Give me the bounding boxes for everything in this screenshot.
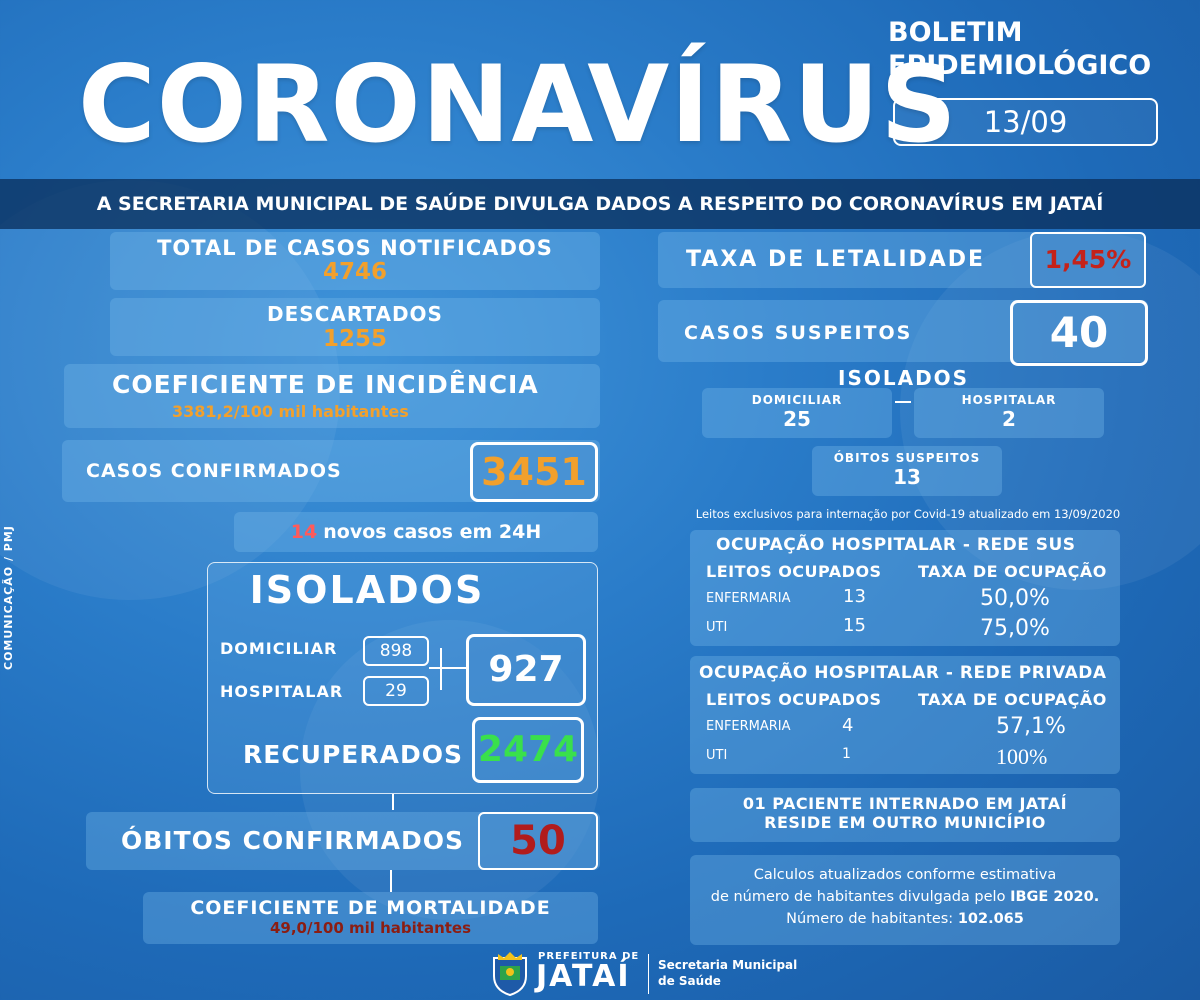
sus-row-rate: 75,0% — [980, 616, 1050, 641]
descartados-value: 1255 — [322, 326, 387, 352]
novos-casos-count: 14 — [290, 521, 318, 543]
confirmados-value: 3451 — [481, 450, 587, 494]
paciente-panel — [690, 788, 1120, 842]
descartados-label: DESCARTADOS — [267, 302, 443, 326]
novos-casos-panel — [234, 512, 598, 552]
paciente-line2: RESIDE EM OUTRO MUNICÍPIO — [764, 813, 1046, 832]
calc-panel — [690, 855, 1120, 945]
divider — [648, 954, 649, 994]
total-notificados-value: 4746 — [322, 259, 387, 285]
incidencia-panel — [64, 364, 600, 428]
secretaria-line1: Secretaria Municipal — [658, 958, 798, 972]
sus-col1: LEITOS OCUPADOS — [706, 562, 882, 581]
suspeitos-hospitalar-panel — [914, 388, 1104, 438]
total-notificados-label: TOTAL DE CASOS NOTIFICADOS — [157, 236, 553, 260]
sus-title: OCUPAÇÃO HOSPITALAR - REDE SUS — [716, 535, 1076, 555]
mortalidade-panel — [143, 892, 598, 944]
isolados-suspeitos-title: ISOLADOS — [838, 366, 970, 390]
info-banner: A SECRETARIA MUNICIPAL DE SAÚDE DIVULGA DADOS A RESPEITO DO CORONAVÍRUS EM JATAÍ — [0, 179, 1200, 229]
city-name: JATAÍ — [536, 959, 631, 994]
sus-col2: TAXA DE OCUPAÇÃO — [918, 562, 1107, 581]
boletim-heading — [888, 16, 1151, 82]
descartados-panel — [110, 298, 600, 356]
boletim-line2: EPIDEMIOLÓGICO — [888, 50, 1152, 81]
privada-row-rate: 57,1% — [996, 714, 1066, 739]
sus-row-count: 15 — [843, 615, 866, 636]
obitos-suspeitos-value: 13 — [893, 465, 921, 489]
mortalidade-label: COEFICIENTE DE MORTALIDADE — [190, 897, 551, 919]
city-crest-icon — [488, 950, 532, 996]
footer-logo — [488, 950, 808, 998]
leitos-note: Leitos exclusivos para internação por Covid-19 atualizado em 13/09/2020 — [695, 507, 1121, 521]
privada-row-name: ENFERMARIA — [706, 719, 791, 734]
recuperados-value-box — [472, 717, 584, 783]
isolados-total-box — [466, 634, 586, 706]
letalidade-label: TAXA DE LETALIDADE — [686, 247, 986, 272]
sus-row-count: 13 — [843, 586, 866, 607]
suspeitos-domiciliar-label: DOMICILIAR — [751, 393, 843, 407]
calc-line2-text: de número de habitantes divulgada pelo — [710, 889, 1011, 905]
calc-line2-ibge: IBGE 2020. — [1010, 889, 1100, 905]
privada-row-count: 4 — [842, 715, 854, 736]
calc-line3-value: 102.065 — [957, 911, 1024, 927]
sus-row-rate: 50,0% — [980, 586, 1050, 611]
hospitalar-label: HOSPITALAR — [220, 682, 344, 701]
total-notificados-panel — [110, 232, 600, 290]
prefeitura-label: PREFEITURA DE — [538, 951, 640, 962]
letalidade-value-box — [1030, 232, 1146, 288]
domiciliar-label: DOMICILIAR — [220, 639, 338, 658]
isolados-total: 927 — [488, 649, 564, 690]
incidencia-label: COEFICIENTE DE INCIDÊNCIA — [112, 370, 539, 399]
privada-row-count: 1 — [842, 746, 851, 762]
boletim-line1: BOLETIM — [888, 17, 1023, 48]
date-box: 13/09 — [893, 98, 1158, 146]
obitos-suspeitos-panel — [812, 446, 1002, 496]
obitos-value-box — [478, 812, 598, 870]
calc-line3-text: Número de habitantes: — [786, 911, 958, 927]
credit-text: COMUNICAÇÃO / PMJ — [2, 525, 15, 670]
calc-line1: Calculos atualizados conforme estimativa — [753, 867, 1057, 883]
privada-row-rate: 100% — [996, 744, 1048, 769]
confirmados-label: CASOS CONFIRMADOS — [86, 460, 342, 482]
obitos-suspeitos-label: ÓBITOS SUSPEITOS — [833, 451, 981, 465]
suspeitos-value-box — [1010, 300, 1148, 366]
connector-line — [392, 794, 394, 810]
suspeitos-hospitalar-value: 2 — [1002, 407, 1016, 431]
hospitalar-value: 29 — [363, 676, 429, 706]
suspeitos-domiciliar-value: 25 — [783, 407, 811, 431]
confirmados-value-box — [470, 442, 598, 502]
privada-row-name: UTI — [706, 748, 728, 763]
suspeitos-hospitalar-label: HOSPITALAR — [961, 393, 1057, 407]
privada-title: OCUPAÇÃO HOSPITALAR - REDE PRIVADA — [699, 663, 1107, 683]
isolados-title: ISOLADOS — [249, 568, 485, 612]
mortalidade-value: 49,0/100 mil habitantes — [269, 919, 472, 937]
sus-panel — [690, 530, 1120, 646]
paciente-line1: 01 PACIENTE INTERNADO EM JATAÍ — [742, 794, 1068, 813]
connector-line — [440, 648, 442, 690]
page-title: CORONAVÍRUS — [78, 43, 958, 166]
incidencia-value: 3381,2/100 mil habitantes — [172, 402, 409, 421]
privada-col2: TAXA DE OCUPAÇÃO — [918, 690, 1107, 709]
connector-line — [895, 401, 911, 403]
domiciliar-value: 898 — [363, 636, 429, 666]
privada-panel — [690, 656, 1120, 774]
sus-row-name: ENFERMARIA — [706, 591, 791, 606]
secretaria-line2: de Saúde — [658, 974, 721, 988]
sus-row-name: UTI — [706, 620, 728, 635]
obitos-label: ÓBITOS CONFIRMADOS — [121, 826, 465, 855]
suspeitos-value: 40 — [1049, 308, 1109, 357]
connector-line — [390, 870, 392, 892]
privada-col1: LEITOS OCUPADOS — [706, 690, 882, 709]
recuperados-value: 2474 — [477, 729, 579, 770]
novos-casos-text: novos casos em 24H — [323, 521, 542, 543]
suspeitos-label: CASOS SUSPEITOS — [684, 322, 913, 344]
suspeitos-domiciliar-panel — [702, 388, 892, 438]
letalidade-value: 1,45% — [1044, 245, 1132, 274]
obitos-value: 50 — [510, 818, 566, 864]
recuperados-label: RECUPERADOS — [243, 740, 463, 769]
connector-line — [429, 667, 467, 669]
